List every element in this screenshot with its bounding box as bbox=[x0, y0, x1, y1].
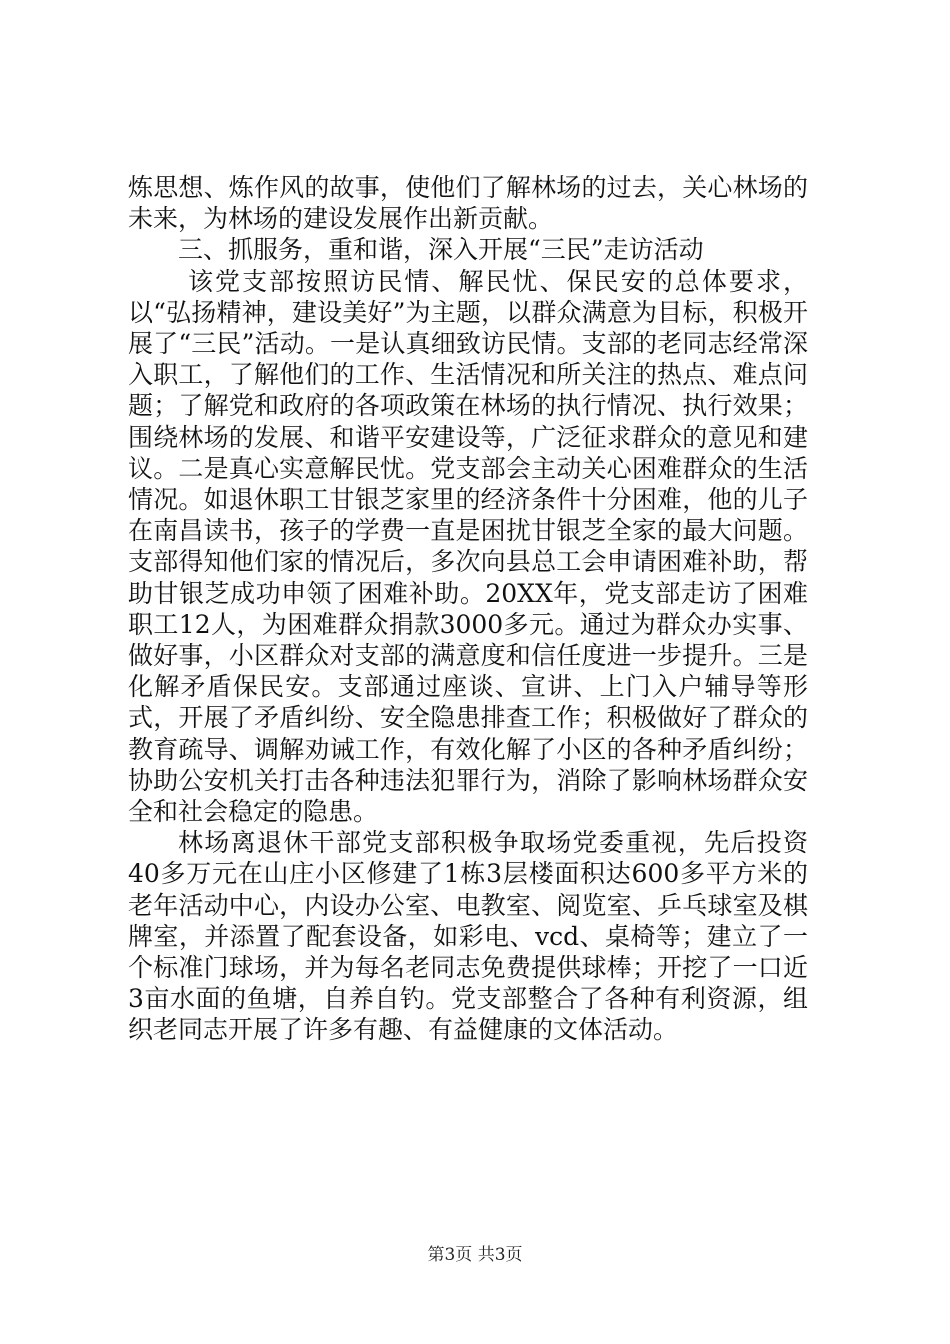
paragraph-activity-center: 林场离退休干部党支部积极争取场党委重视，先后投资40多万元在山庄小区修建了1栋3层楼面积达600多平方米的老年活动中心，内设办公室、电教室、阅览室、乒乓球室及棋牌室，并添置了配套设备，如彩电、vcd、桌椅等；建立了一个标准门球场，并为每名老同志免费提供球棒；开挖了一口近3亩水面的鱼塘，自养自钓。党支部整合了各种有利资源，组织老同志开展了许多有趣、有益健康的文体活动。 bbox=[128, 828, 808, 1045]
paragraph-continuation: 炼思想、炼作风的故事，使他们了解林场的过去，关心林场的未来，为林场的建设发展作出新贡献。 bbox=[128, 173, 808, 234]
document-body bbox=[128, 172, 808, 1046]
page-footer: 第3页 共3页 bbox=[427, 1245, 523, 1265]
paragraph-three-min-activities: 该党支部按照访民情、解民忧、保民安的总体要求，以“弘扬精神，建设美好”为主题，以群众满意为目标，积极开展了“三民”活动。一是认真细致访民情。支部的老同志经常深入职工，了解他们的工作、生活情况和所关注的热点、难点问题；了解党和政府的各项政策在林场的执行情况、执行效果；围绕林场的发展、和谐平安建设等，广泛征求群众的意见和建议。二是真心实意解民忧。党支部会主动关心困难群众的生活情况。如退休职工甘银芝家里的经济条件十分困难，他的儿子在南昌读书，孩子的学费一直是困扰甘银芝全家的最大问题。支部得知他们家的情况后，多次向县总工会申请困难补助，帮助甘银芝成功申领了困难补助。20XX年，党支部走访了困难职工12人，为困难群众捐款3000多元。通过为群众办实事、做好事，小区群众对支部的满意度和信任度进一步提升。三是化解矛盾保民安。支部通过座谈、宣讲、上门入户辅导等形式，开展了矛盾纠纷、安全隐患排查工作；积极做好了群众的教育疏导、调解劝诫工作，有效化解了小区的各种矛盾纠纷；协助公安机关打击各种违法犯罪行为，消除了影响林场群众安全和社会稳定的隐患。 bbox=[128, 266, 808, 827]
section-heading: 三、抓服务，重和谐，深入开展“三民”走访活动 bbox=[178, 235, 704, 265]
